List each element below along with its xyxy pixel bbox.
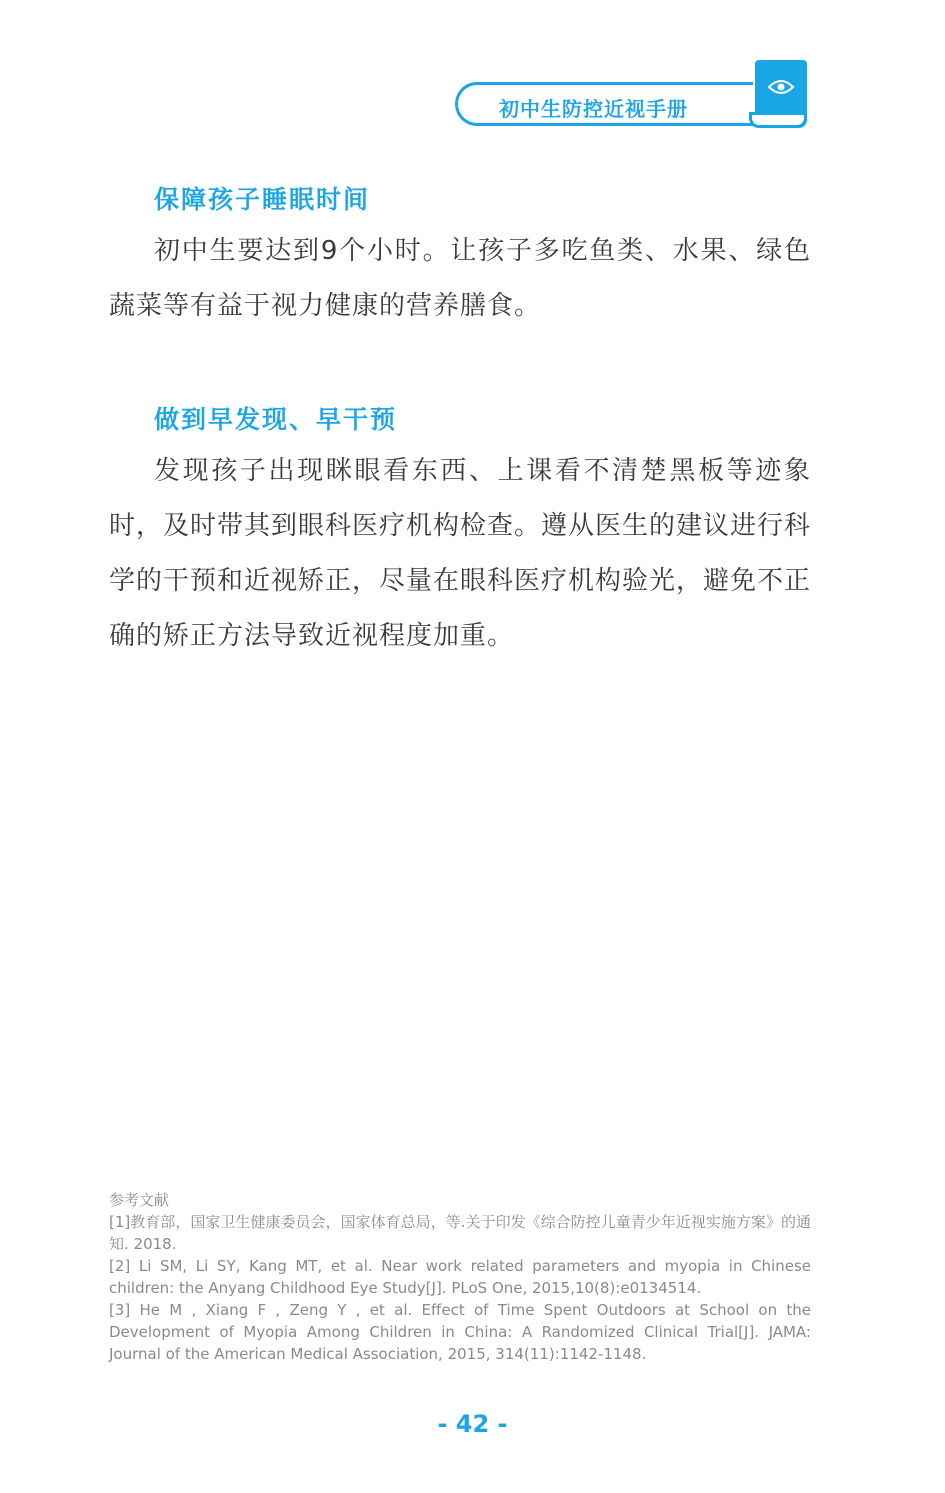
references [109, 1189, 811, 1365]
header-badge [455, 60, 810, 132]
page-number: - 42 - [437, 1410, 508, 1438]
section-heading-early-detection: 做到早发现、早干预 [154, 405, 398, 434]
section-heading-sleep: 保障孩子睡眠时间 [154, 185, 371, 214]
references-title: 参考文献 [109, 1191, 170, 1209]
eye-icon [767, 78, 795, 96]
reference-item: [3] He M , Xiang F , Zeng Y , et al. Effect of Time Spent Outdoors at School on the Development of Myopia Among Children in China: A Randomized Clinical Trial[J]. JAMA: Journal of the American Medical Association, 2015, 314(11):1142-1148. [109, 1301, 811, 1363]
header-title: 初中生防控近视手册 [499, 97, 688, 121]
book-page-decoration [749, 112, 807, 128]
section-body-sleep: 初中生要达到9个小时。让孩子多吃鱼类、水果、绿色蔬菜等有益于视力健康的营养膳食。 [109, 236, 811, 321]
reference-item: [1]教育部，国家卫生健康委员会，国家体育总局，等.关于印发《综合防控儿童青少年近视实施方案》的通知. 2018. [109, 1213, 811, 1253]
section-body-early-detection: 发现孩子出现眯眼看东西、上课看不清楚黑板等迹象时，及时带其到眼科医疗机构检查。遵从医生的建议进行科学的干预和近视矫正，尽量在眼科医疗机构验光，避免不正确的矫正方法导致近视程度加重。 [109, 456, 812, 651]
reference-item: [2] Li SM, Li SY, Kang MT, et al. Near work related parameters and myopia in Chinese children: the Anyang Childhood Eye Study[J]. PLoS One, 2015,10(8):e0134514. [109, 1257, 811, 1297]
